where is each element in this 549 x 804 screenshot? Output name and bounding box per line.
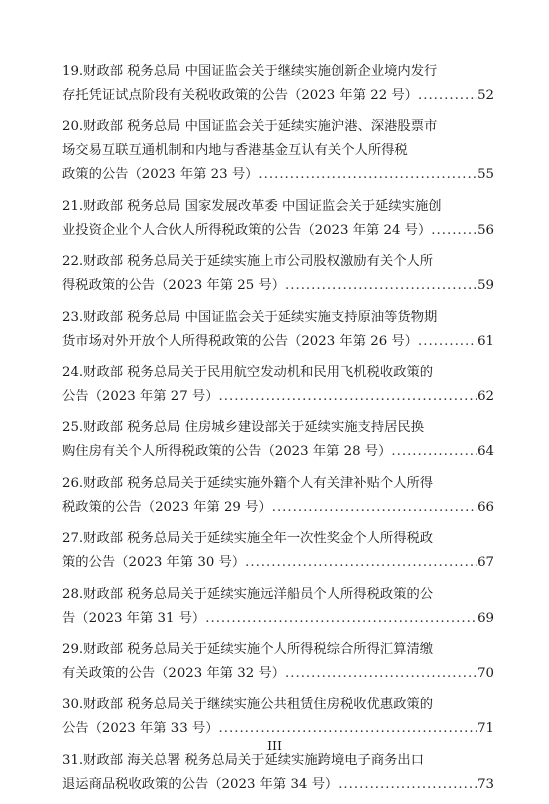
toc-entry-line	[62, 662, 494, 686]
toc-entry-title: 存托凭证试点阶段有关税收政策的公告（2023 年第 22 号）	[62, 88, 418, 103]
toc-entry-line: 22.财政部 税务总局关于延续实施上市公司股权激励有关个人所	[62, 254, 434, 270]
toc-entry-title: 政策的公告（2023 年第 23 号）	[62, 167, 259, 183]
toc-entry-title: 策的公告（2023 年第 30 号）	[62, 555, 246, 571]
toc-entry-title: 公告（2023 年第 27 号）	[62, 388, 219, 404]
dot-leader	[285, 274, 477, 298]
toc-entry-line: 19.财政部 税务总局 中国证监会关于继续实施创新企业境内发行	[62, 64, 438, 79]
toc-entry-title: 货市场对外开放个人所得税政策的公告（2023 年第 26 号）	[62, 333, 418, 349]
toc-entry-line: 场交易互联互通机制和内地与香港基金互认有关个人所得税	[62, 143, 408, 159]
toc-entry-line: 30.财政部 税务总局关于继续实施公共租赁住房税收优惠政策的	[62, 697, 434, 713]
toc-entry-line	[62, 274, 494, 298]
toc-entry-page: 62	[477, 388, 494, 404]
toc-entry-line: 23.财政部 税务总局 中国证监会关于延续实施支持原油等货物期	[62, 309, 438, 325]
dot-leader	[431, 219, 477, 243]
dot-leader	[391, 440, 477, 464]
toc-entry-line	[62, 219, 494, 243]
toc-entry-title: 税政策的公告（2023 年第 29 号）	[62, 499, 272, 515]
toc-entry-20[interactable]	[62, 115, 494, 187]
toc-entry-line	[62, 163, 494, 187]
toc-entry-29[interactable]	[62, 638, 494, 686]
dot-leader	[285, 662, 477, 686]
dot-leader	[418, 330, 477, 354]
toc-entry-31[interactable]	[62, 749, 494, 797]
toc-entry-line: 31.财政部 海关总署 税务总局关于延续实施跨境电子商务出口	[62, 752, 425, 768]
toc-entry-line: 24.财政部 税务总局关于民用航空发动机和民用飞机税收政策的	[62, 364, 434, 380]
toc-entry-25[interactable]	[62, 416, 494, 464]
dot-leader	[245, 551, 477, 575]
dot-leader	[219, 385, 478, 409]
toc-entry-28[interactable]	[62, 583, 494, 631]
toc-entry-page: 59	[477, 278, 494, 294]
table-of-contents	[62, 60, 494, 804]
toc-entry-line	[62, 330, 494, 354]
toc-entry-19[interactable]	[62, 60, 494, 108]
toc-entry-title: 告（2023 年第 31 号）	[62, 610, 206, 626]
toc-entry-page: 61	[477, 333, 494, 349]
toc-entry-page: 67	[477, 555, 494, 571]
toc-entry-title: 业投资企业个人合伙人所得税政策的公告（2023 年第 24 号）	[62, 222, 432, 238]
toc-entry-line: 25.财政部 税务总局 住房城乡建设部关于延续实施支持居民换	[62, 420, 425, 436]
toc-entry-line	[62, 84, 494, 108]
toc-entry-title: 公告（2023 年第 33 号）	[62, 721, 219, 737]
page-number: III	[267, 738, 282, 753]
toc-entry-page: 52	[477, 88, 494, 103]
dot-leader	[258, 163, 477, 187]
toc-entry-page: 71	[477, 721, 494, 737]
toc-entry-line	[62, 496, 494, 520]
toc-entry-page: 56	[477, 222, 494, 238]
toc-entry-30[interactable]	[62, 693, 494, 741]
toc-entry-line	[62, 385, 494, 409]
toc-entry-line	[62, 551, 494, 575]
dot-leader	[418, 84, 477, 108]
toc-entry-page: 55	[477, 167, 494, 183]
toc-entry-26[interactable]	[62, 472, 494, 520]
toc-entry-line	[62, 440, 494, 464]
toc-entry-page: 66	[477, 499, 494, 515]
toc-entry-27[interactable]	[62, 527, 494, 575]
toc-entry-title: 退运商品税收政策的公告（2023 年第 34 号）	[62, 776, 339, 792]
dot-leader	[272, 496, 477, 520]
toc-entry-page: 64	[477, 444, 494, 460]
toc-entry-line: 21.财政部 税务总局 国家发展改革委 中国证监会关于延续实施创	[62, 198, 442, 214]
toc-entry-page: 70	[477, 665, 494, 681]
toc-entry-line: 26.财政部 税务总局关于延续实施外籍个人有关津补贴个人所得	[62, 475, 434, 491]
toc-entry-title: 有关政策的公告（2023 年第 32 号）	[62, 665, 286, 681]
toc-entry-22[interactable]	[62, 250, 494, 298]
dot-leader	[338, 773, 477, 797]
toc-entry-page: 73	[477, 776, 494, 792]
toc-entry-line: 20.财政部 税务总局 中国证监会关于延续实施沪港、深港股票市	[62, 119, 438, 135]
toc-entry-23[interactable]	[62, 306, 494, 354]
toc-entry-line: 27.财政部 税务总局关于延续实施全年一次性奖金个人所得税政	[62, 531, 434, 547]
toc-entry-line: 29.财政部 税务总局关于延续实施个人所得税综合所得汇算清缴	[62, 641, 434, 657]
toc-entry-24[interactable]	[62, 361, 494, 409]
toc-entry-page: 69	[477, 610, 494, 626]
toc-entry-line	[62, 773, 494, 797]
toc-entry-21[interactable]	[62, 195, 494, 243]
toc-entry-line	[62, 607, 494, 631]
toc-entry-title: 得税政策的公告（2023 年第 25 号）	[62, 278, 286, 294]
dot-leader	[205, 607, 477, 631]
toc-entry-title: 购住房有关个人所得税政策的公告（2023 年第 28 号）	[62, 444, 392, 460]
toc-entry-line: 28.财政部 税务总局关于延续实施远洋船员个人所得税政策的公	[62, 586, 434, 602]
